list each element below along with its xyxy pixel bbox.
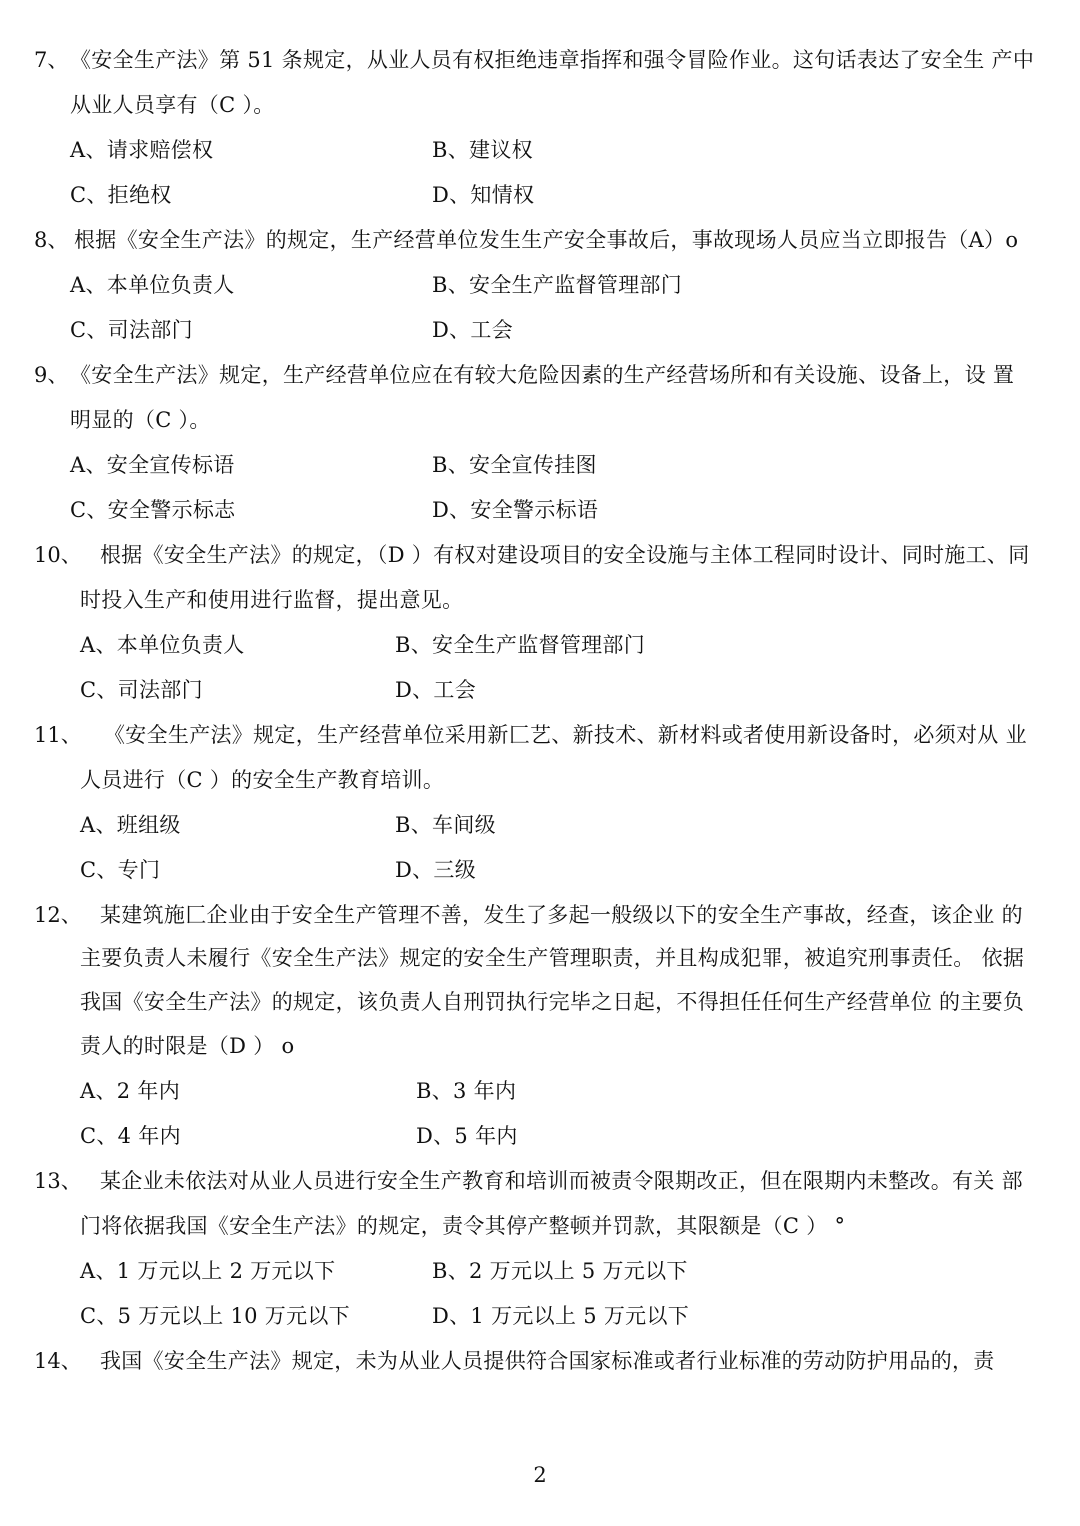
question-11-option-a: A、班组级 bbox=[80, 813, 181, 837]
question-7-text-line-2: 从业人员享有（C ）。 bbox=[70, 93, 275, 117]
question-14-text-line-1: 我国《安全生产法》规定，未为从业人员提供符合国家标准或者行业标准的劳动防护用品的，责 bbox=[100, 1349, 995, 1373]
question-12-number: 12、 bbox=[34, 903, 82, 927]
question-9-option-c: C、安全警示标志 bbox=[70, 498, 236, 522]
question-12-option-c: C、4 年内 bbox=[80, 1124, 181, 1148]
question-12-option-a: A、2 年内 bbox=[80, 1079, 181, 1103]
question-10-text-line-2: 时投入生产和使用进行监督，提出意见。 bbox=[80, 588, 464, 612]
question-10-text-line-1: 根据《安全生产法》的规定，（D ）有权对建设项目的安全设施与主体工程同时设计、同时施工、同 bbox=[100, 543, 1030, 567]
question-8-text-line-1: 根据《安全生产法》的规定，生产经营单位发生生产安全事故后，事故现场人员应当立即报告（A）o bbox=[74, 228, 1019, 252]
question-10-option-c: C、司法部门 bbox=[80, 678, 203, 702]
question-11-text-line-1: 《安全生产法》规定，生产经营单位采用新匚艺、新技术、新材料或者使用新设备时，必须对从 业 bbox=[104, 723, 1027, 747]
question-12-text-line-2: 主要负责人未履行《安全生产法》规定的安全生产管理职责，并且构成犯罪，被追究刑事责任。 依据 bbox=[80, 946, 1025, 970]
question-7-text-line-1: 《安全生产法》第 51 条规定，从业人员有权拒绝违章指挥和强令冒险作业。这句话表达了安全生 产中 bbox=[70, 48, 1035, 72]
question-11-option-c: C、专门 bbox=[80, 858, 161, 882]
question-12-option-d: D、5 年内 bbox=[416, 1124, 518, 1148]
question-9-text-line-2: 明显的（C ）。 bbox=[70, 408, 211, 432]
question-7-option-a: A、请求赔偿权 bbox=[70, 138, 214, 162]
question-9-number: 9、 bbox=[34, 363, 69, 387]
question-8-option-b: B、安全生产监督管理部门 bbox=[432, 273, 683, 297]
question-9-option-b: B、安全宣传挂图 bbox=[432, 453, 597, 477]
question-12-text-line-1: 某建筑施匚企业由于安全生产管理不善，发生了多起一般级以下的安全生产事故，经查，该企业 的 bbox=[100, 903, 1023, 927]
question-8-number: 8、 bbox=[34, 228, 69, 252]
question-10-option-a: A、本单位负责人 bbox=[80, 633, 245, 657]
question-13-option-c: C、5 万元以上 10 万元以下 bbox=[80, 1304, 350, 1328]
question-13-option-d: D、1 万元以上 5 万元以下 bbox=[432, 1304, 690, 1328]
question-9-text-line-1: 《安全生产法》规定，生产经营单位应在有较大危险因素的生产经营场所和有关设施、设备上，设 置 bbox=[70, 363, 1015, 387]
question-9-option-a: A、安全宣传标语 bbox=[70, 453, 235, 477]
question-14-number: 14、 bbox=[34, 1349, 82, 1373]
question-12-text-line-3: 我国《安全生产法》的规定，该负责人自刑罚执行完毕之日起，不得担任任何生产经营单位 的主要负 bbox=[80, 990, 1025, 1014]
question-11-text-line-2: 人员进行（C ）的安全生产教育培训。 bbox=[80, 768, 445, 792]
page-number: 2 bbox=[533, 1463, 547, 1487]
question-7-number: 7、 bbox=[34, 48, 69, 72]
question-11-option-b: B、车间级 bbox=[395, 813, 496, 837]
question-9-option-d: D、安全警示标语 bbox=[432, 498, 599, 522]
question-13-option-a: A、1 万元以上 2 万元以下 bbox=[80, 1259, 336, 1283]
question-8-option-a: A、本单位负责人 bbox=[70, 273, 235, 297]
question-8-option-d: D、工会 bbox=[432, 318, 514, 342]
question-7-option-c: C、拒绝权 bbox=[70, 183, 172, 207]
question-8-option-c: C、司法部门 bbox=[70, 318, 193, 342]
question-10-option-d: D、工会 bbox=[395, 678, 477, 702]
question-7-option-b: B、建议权 bbox=[432, 138, 533, 162]
question-7-option-d: D、知情权 bbox=[432, 183, 535, 207]
question-13-number: 13、 bbox=[34, 1169, 82, 1193]
question-12-option-b: B、3 年内 bbox=[416, 1079, 517, 1103]
question-12-text-line-4: 责人的时限是（D ） o bbox=[80, 1034, 295, 1058]
question-11-number: 11、 bbox=[34, 723, 82, 747]
question-10-option-b: B、安全生产监督管理部门 bbox=[395, 633, 646, 657]
question-13-text-line-1: 某企业未依法对从业人员进行安全生产教育和培训而被责令限期改正，但在限期内未整改。有关 部 bbox=[100, 1169, 1023, 1193]
question-11-option-d: D、三级 bbox=[395, 858, 477, 882]
question-10-number: 10、 bbox=[34, 543, 82, 567]
question-13-text-line-2: 门将依据我国《安全生产法》的规定，责令其停产整顿并罚款，其限额是（C ） ° bbox=[80, 1214, 846, 1238]
question-13-option-b: B、2 万元以上 5 万元以下 bbox=[432, 1259, 688, 1283]
